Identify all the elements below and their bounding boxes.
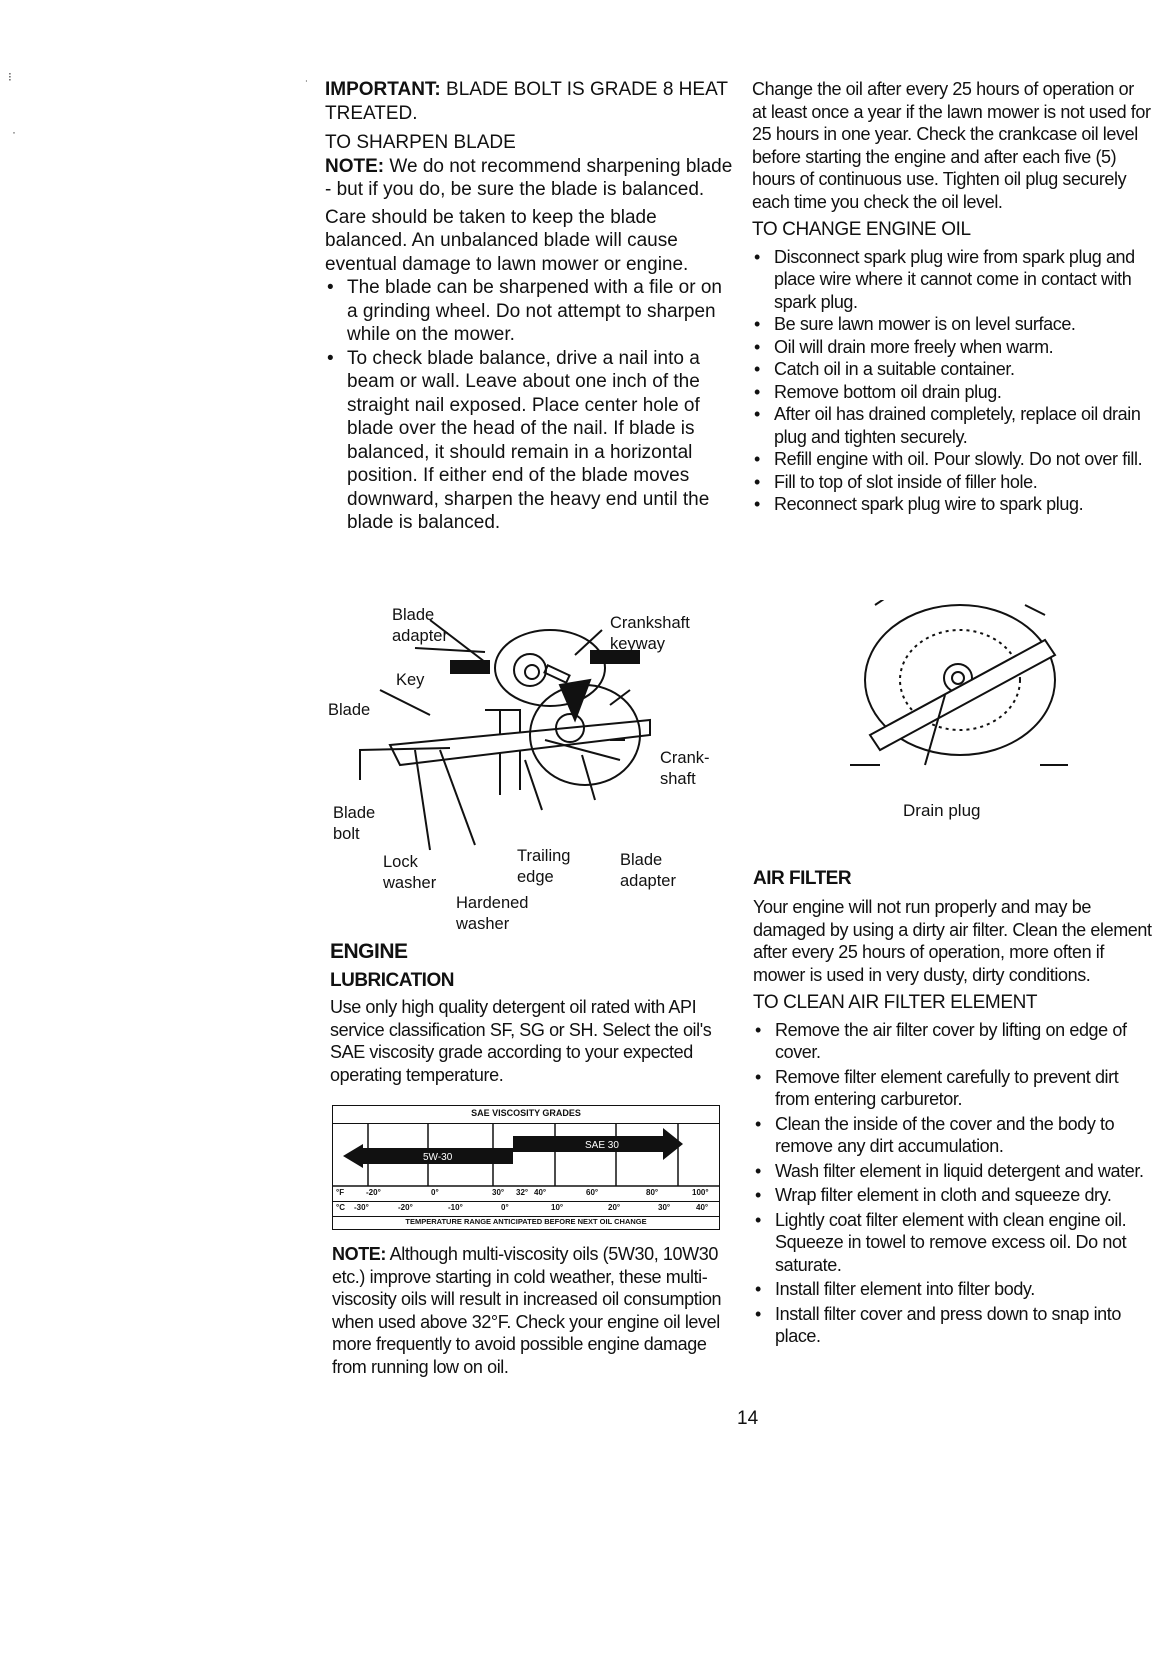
- viscosity-footer: TEMPERATURE RANGE ANTICIPATED BEFORE NEXT OIL CHANGE: [405, 1217, 647, 1226]
- c-tick-1: -30°: [354, 1203, 369, 1212]
- air-filter-section: [753, 868, 1153, 1348]
- change-oil-bullet-5: • Remove bottom oil drain plug.: [752, 381, 1152, 404]
- note-label: NOTE:: [325, 155, 385, 177]
- important-label: IMPORTANT:: [325, 79, 441, 100]
- label-drain-plug: Drain plug: [903, 801, 981, 820]
- viscosity-chart: [332, 1105, 720, 1230]
- change-oil-bullet-3: • Oil will drain more freely when warm.: [752, 336, 1152, 359]
- sharpen-bullets: [325, 276, 735, 535]
- margin-mark-left: ⁝: [8, 70, 12, 84]
- c-tick-2: -20°: [398, 1203, 413, 1212]
- label-blade: Blade: [328, 701, 371, 719]
- clean-filter-bullet-2: • Remove filter element carefully to prevent dirt from entering carburetor.: [753, 1066, 1153, 1111]
- clean-filter-bullet-1: • Remove the air filter cover by lifting on edge of cover.: [753, 1019, 1153, 1064]
- clean-filter-bullet-4: • Wash filter element in liquid detergent and water.: [753, 1160, 1153, 1183]
- celsius-unit: °C: [336, 1203, 345, 1212]
- celsius-row: [336, 1203, 716, 1217]
- c-tick-5: 10°: [551, 1203, 564, 1212]
- margin-mark-left-2: ·: [12, 125, 16, 139]
- f-tick-7: 80°: [646, 1188, 659, 1197]
- c-tick-7: 30°: [658, 1203, 671, 1212]
- multi-viscosity-note: [332, 1243, 742, 1378]
- engine-heading: ENGINE: [330, 940, 408, 963]
- bar-sae30-label: SAE 30: [585, 1140, 619, 1151]
- note2-paragraph: [332, 1243, 742, 1378]
- fc-divider: [333, 1201, 719, 1202]
- lubrication-text: Use only high quality detergent oil rated with API service classification SF, SG or SH. Select the oil's SAE viscosity grade according to your expected operating temperature.: [330, 997, 712, 1085]
- c-tick-8: 40°: [696, 1203, 709, 1212]
- change-oil-heading: TO CHANGE ENGINE OIL: [752, 219, 971, 240]
- f-tick-5: 40°: [534, 1188, 547, 1197]
- sharpen-note: [325, 155, 735, 202]
- label-lock-washer: Lock washer: [383, 853, 437, 892]
- left-column: [325, 78, 735, 535]
- clean-filter-bullet-5: • Wrap filter element in cloth and squeeze dry.: [753, 1184, 1153, 1207]
- right-column: [752, 78, 1152, 516]
- label-blade-adapter-top: Blade adapter: [392, 606, 448, 645]
- f-tick-6: 60°: [586, 1188, 599, 1197]
- viscosity-chart-title: SAE VISCOSITY GRADES: [471, 1108, 581, 1118]
- sharpen-heading: TO SHARPEN BLADE: [325, 132, 516, 153]
- label-blade-adapter-bottom: Blade adapter: [620, 851, 676, 890]
- page-number: 14: [737, 1408, 759, 1429]
- change-oil-bullet-8: • Fill to top of slot inside of filler hole.: [752, 471, 1152, 494]
- change-oil-bullet-1: • Disconnect spark plug wire from spark plug and place wire where it cannot come in contact with spark plug.: [752, 246, 1152, 314]
- fahrenheit-unit: °F: [336, 1188, 345, 1197]
- fahrenheit-row: [336, 1188, 716, 1202]
- change-oil-bullet-9: • Reconnect spark plug wire to spark plug.: [752, 493, 1152, 516]
- note2-label: NOTE:: [332, 1244, 386, 1264]
- important-text: BLADE BOLT IS GRADE 8 HEAT TREATED.: [325, 79, 728, 124]
- label-trailing-edge: Trailing edge: [517, 847, 571, 886]
- care-paragraph: Care should be taken to keep the blade balanced. An unbalanced blade will cause eventual damage to lawn mower or engine.: [325, 206, 689, 275]
- lubrication-heading: LUBRICATION: [330, 970, 454, 991]
- sharpen-bullet-2: • To check blade balance, drive a nail into a beam or wall. Leave about one inch of the straight nail exposed. Place center hole of blade over the head of the nail. If blade is balanced, it should remain in a horizontal position. If either end of the blade moves downward, sharpen the heavy end until the blade is balanced.: [325, 347, 735, 535]
- clean-filter-bullet-7: • Install filter element into filter body.: [753, 1278, 1153, 1301]
- clean-filter-bullet-8: • Install filter cover and press down to snap into place.: [753, 1303, 1153, 1348]
- change-oil-bullet-6: • After oil has drained completely, replace oil drain plug and tighten securely.: [752, 403, 1152, 448]
- drain-plug-drawing: [840, 600, 1080, 780]
- note2-text: Although multi-viscosity oils (5W30, 10W30 etc.) improve starting in cold weather, these multi-viscosity oils will result in increased oil consumption when used above 32°F. Check your engine oil level more frequently to avoid possible engine damage from running low on oil.: [332, 1244, 722, 1377]
- f-tick-1: -20°: [366, 1188, 381, 1197]
- label-crankshaft: Crank- shaft: [660, 749, 710, 788]
- c-tick-3: -10°: [448, 1203, 463, 1212]
- clean-filter-bullet-3: • Clean the inside of the cover and the body to remove any dirt accumulation.: [753, 1113, 1153, 1158]
- change-oil-bullet-4: • Catch oil in a suitable container.: [752, 358, 1152, 381]
- note-text: We do not recommend sharpening blade - but if you do, be sure the blade is balanced.: [325, 155, 733, 200]
- bar-5w30-label: 5W-30: [423, 1152, 453, 1163]
- air-filter-heading: AIR FILTER: [753, 868, 852, 889]
- important-notice: [325, 78, 735, 125]
- change-oil-bullets: [752, 246, 1152, 516]
- c-tick-4: 0°: [501, 1203, 509, 1212]
- clean-filter-bullet-6: • Lightly coat filter element with clean engine oil. Squeeze in towel to remove excess oil. Do not saturate.: [753, 1209, 1153, 1277]
- engine-section: [330, 940, 740, 1086]
- clean-filter-heading: TO CLEAN AIR FILTER ELEMENT: [753, 992, 1038, 1013]
- change-oil-bullet-2: • Be sure lawn mower is on level surface.: [752, 313, 1152, 336]
- label-hardened-washer: Hardened washer: [456, 894, 529, 933]
- f-tick-4: 32°: [516, 1188, 529, 1197]
- viscosity-grid: [333, 1124, 719, 1194]
- label-blade-bolt: Blade bolt: [333, 804, 376, 843]
- change-oil-bullet-7: • Refill engine with oil. Pour slowly. Do not over fill.: [752, 448, 1152, 471]
- c-tick-6: 20°: [608, 1203, 621, 1212]
- air-filter-text: Your engine will not run properly and may be damaged by using a dirty air filter. Clean the element after every 25 hours of operation, more often if mower is used in very dusty, dirty conditions.: [753, 897, 1152, 985]
- oil-change-intro: Change the oil after every 25 hours of operation or at least once a year if the lawn mower is not used for 25 hours in one year. Check the crankcase oil level before starting the engine and after each five (5) hours of continuous use. Tighten oil plug securely each time you check the oil level.: [752, 79, 1151, 212]
- f-tick-8: 100°: [692, 1188, 709, 1197]
- label-key: Key: [396, 671, 425, 689]
- f-tick-2: 0°: [431, 1188, 439, 1197]
- clean-filter-bullets: [753, 1019, 1153, 1348]
- label-crankshaft-keyway: Crankshaft keyway: [610, 614, 690, 653]
- sharpen-bullet-1: • The blade can be sharpened with a file or on a grinding wheel. Do not attempt to sharpen while on the mower.: [325, 276, 735, 347]
- margin-mark-top: ˙: [305, 78, 309, 92]
- f-tick-3: 30°: [492, 1188, 505, 1197]
